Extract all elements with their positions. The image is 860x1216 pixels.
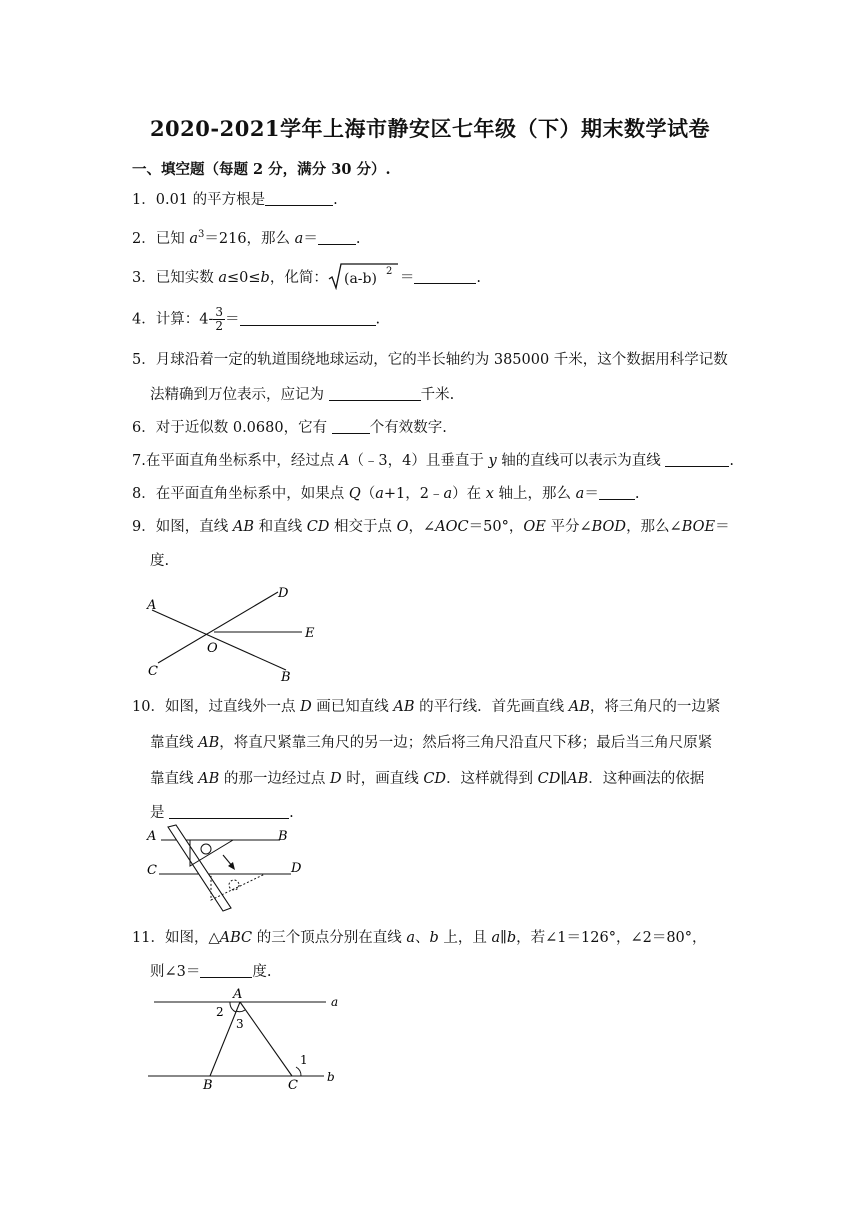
label-c: C — [147, 863, 157, 878]
label-angle-1: 1 — [300, 1053, 308, 1067]
question-2: 2．已知 $a^3=216$，那么 a＝ . — [132, 229, 361, 247]
set-square-hole — [201, 844, 211, 854]
label-c-point: C — [288, 1078, 298, 1093]
label-angle-2: 2 — [216, 1005, 224, 1019]
radicand-exponent: 2 — [385, 266, 393, 277]
label-c: C — [148, 664, 158, 679]
answer-blank[interactable] — [200, 962, 252, 978]
label-d: D — [291, 861, 302, 876]
question-11-line-1: 11．如图，△ABC 的三个顶点分别在直线 a、b 上，且 a∥b，若∠1＝126°，∠2＝80°， — [132, 930, 707, 946]
question-10-line-3: 靠直线 AB 的那一边经过点 D 时，画直线 CD．这样就得到 CD∥AB．这种画法的依据 — [150, 771, 705, 787]
fraction: $\frac{3}{2}$ — [215, 305, 224, 333]
answer-blank[interactable] — [240, 310, 376, 326]
label-a: A — [147, 598, 157, 613]
question-5-line-2: 法精确到万位表示，应记为 千米. — [150, 387, 455, 403]
line-ab — [152, 610, 286, 670]
segment-ac — [240, 1002, 292, 1076]
answer-blank[interactable] — [599, 484, 635, 500]
question-7: 7.在平面直角坐标系中，经过点 A（﹣3，4）且垂直于 y 轴的直线可以表示为直线 . — [132, 453, 735, 469]
question-10-line-2: 靠直线 AB，将直尺紧靠三角尺的另一边；然后将三角尺沿直尺下移；最后当三角尺原紧 — [150, 735, 713, 751]
question-10-line-4: 是 . — [150, 805, 294, 821]
section-heading: 一、填空题（每题 2 分，满分 30 分）. — [132, 161, 391, 178]
question-10-line-1: 10．如图，过直线外一点 D 画已知直线 AB 的平行线．首先画直线 AB，将三角尺的一边紧 — [132, 699, 721, 715]
set-square-moved — [211, 874, 265, 900]
answer-blank[interactable] — [665, 451, 729, 467]
segment-ab — [210, 1002, 240, 1076]
label-a-point: A — [233, 987, 243, 1002]
question-8: 8．在平面直角坐标系中，如果点 Q（a+1，2﹣a）在 x 轴上，那么 a＝ . — [132, 486, 640, 502]
label-angle-3: 3 — [236, 1017, 244, 1031]
page-title: 2020-2021学年上海市静安区七年级（下）期末数学试卷 — [149, 116, 711, 141]
figure-q11-triangle — [140, 985, 350, 1093]
label-b: B — [281, 670, 291, 685]
label-a: A — [147, 829, 157, 844]
label-line-a: a — [331, 995, 339, 1009]
square-root-expression — [328, 262, 400, 288]
answer-blank[interactable] — [169, 803, 289, 819]
label-b: B — [278, 829, 288, 844]
answer-blank[interactable] — [414, 268, 476, 284]
question-3: 3．已知实数 a≤0≤b，化简： (a-b) 2 ＝ . — [132, 262, 481, 288]
label-e: E — [305, 626, 315, 641]
answer-blank[interactable] — [318, 229, 356, 245]
set-square-top — [190, 840, 233, 866]
answer-blank[interactable] — [329, 385, 421, 401]
label-b-point: B — [203, 1078, 213, 1093]
angle-1-arc — [296, 1067, 301, 1076]
figure-q9-angles — [140, 580, 330, 685]
answer-blank[interactable] — [332, 418, 370, 434]
question-6: 6．对于近似数 0.0680，它有 个有效数字. — [132, 420, 447, 436]
radicand-text: (a-b) — [343, 271, 377, 287]
answer-blank[interactable] — [265, 190, 333, 206]
figure-q10-parallel-construction — [145, 822, 320, 914]
line-cd — [158, 592, 278, 663]
label-line-b: b — [327, 1070, 335, 1084]
ruler — [168, 825, 231, 911]
question-9-line-1: 9．如图，直线 AB 和直线 CD 相交于点 O，∠AOC＝50°，OE 平分∠BOD，那么∠BOE＝ — [132, 519, 730, 535]
arrow-head — [228, 862, 235, 870]
question-9-line-2: 度. — [150, 553, 170, 569]
question-11-line-2: 则∠3＝ 度. — [150, 964, 272, 980]
angle-2-arc — [230, 1002, 236, 1012]
label-d: D — [278, 586, 289, 601]
angle-3-arc — [236, 1010, 245, 1012]
question-5-line-1: 5．月球沿着一定的轨道围绕地球运动，它的半长轴约为 385000 千米，这个数据用科学记数 — [132, 352, 728, 368]
label-o: O — [207, 641, 218, 656]
question-1: 1．0.01 的平方根是 . — [132, 192, 338, 208]
question-4: 4．计算：4- $\frac{3}{2}$ ＝ . — [132, 305, 381, 333]
